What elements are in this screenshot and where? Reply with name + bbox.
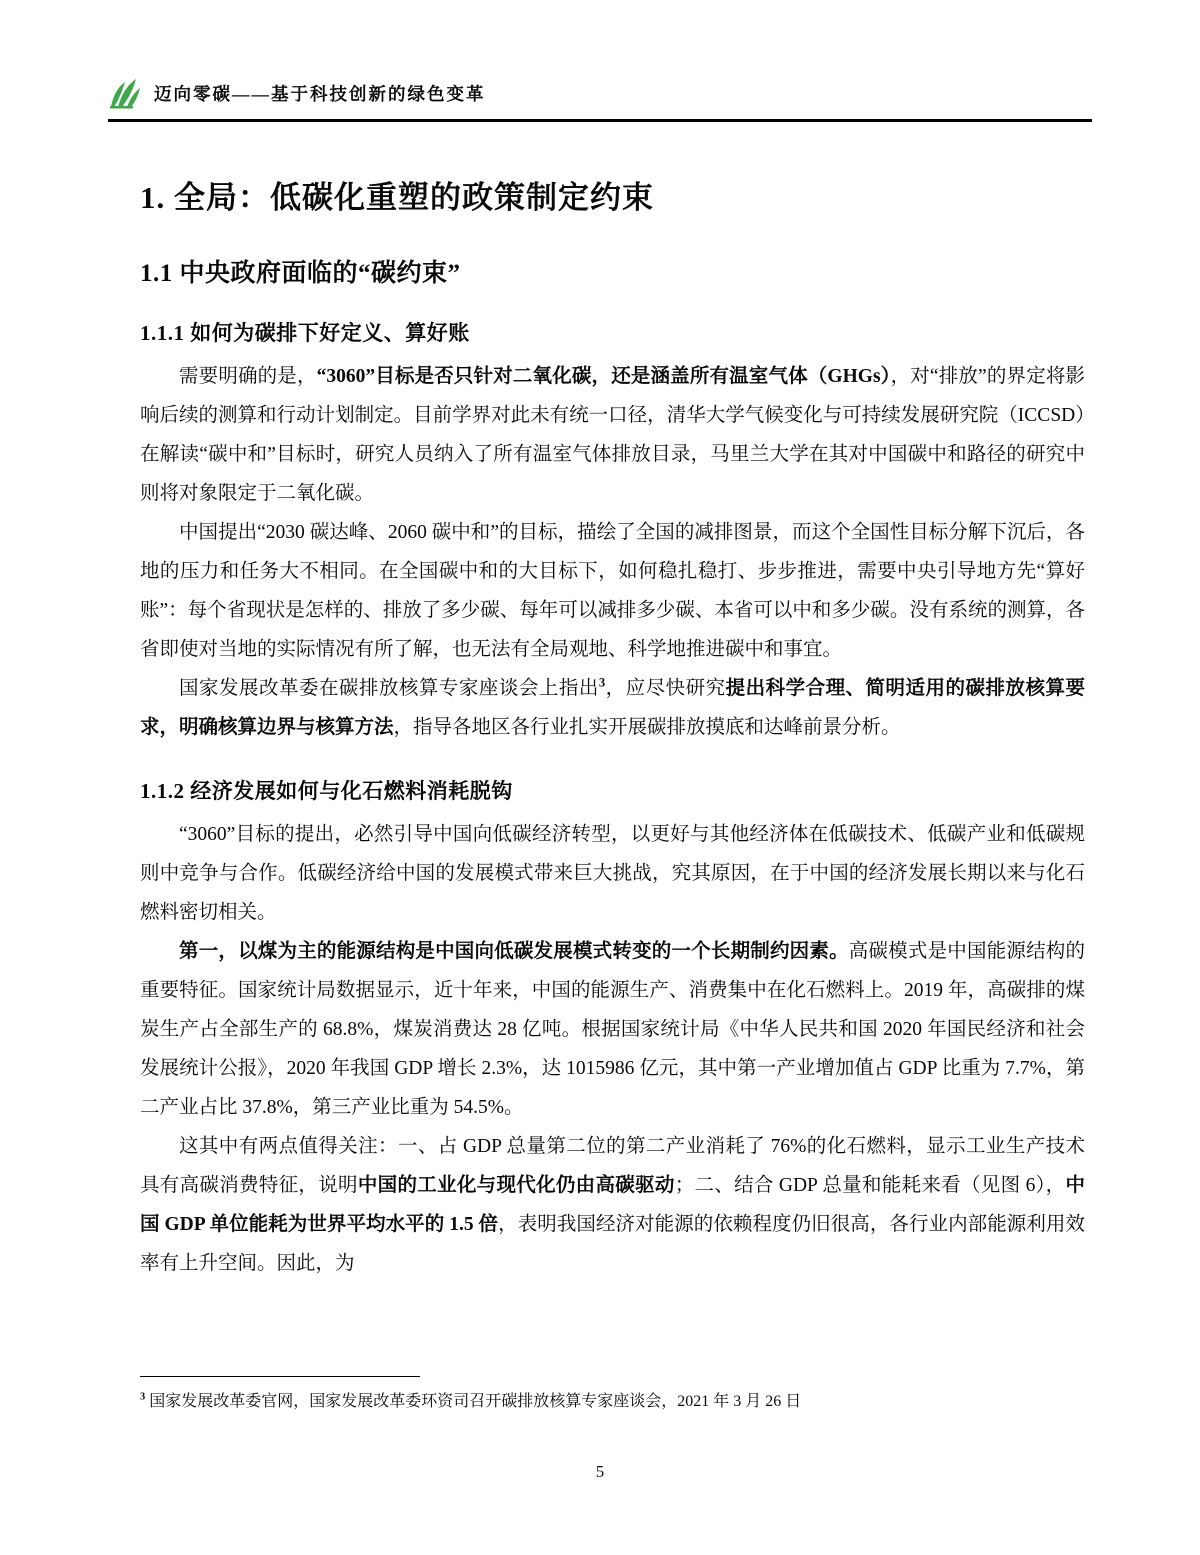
paragraph-1: 需要明确的是，“3060”目标是否只针对二氧化碳，还是涵盖所有温室气体（GHGs），对“排放”的界定将影响后续的测算和行动计划制定。目前学界对此未有统一口径，清华大学气候变化与可持续发展研究院（ICCSD）在解读“碳中和”目标时，研究人员纳入了所有温室气体排放目录，马里兰大学在其对中国碳中和路径的研究中则将对象限定于二氧化碳。 bbox=[140, 366, 1086, 504]
footnote-separator bbox=[140, 1376, 420, 1377]
green-leaf-logo-icon bbox=[108, 76, 142, 110]
footnote-area bbox=[140, 1376, 1085, 1415]
paragraph-2: 中国提出“2030 碳达峰、2060 碳中和”的目标，描绘了全国的减排图景，而这个全国性目标分解下沉后，各地的压力和任务大不相同。在全国碳中和的大目标下，如何稳扎稳打、步步推进，需要中央引导地方先“算好账”：每个省现状是怎样的、排放了多少碳、每年可以减排多少碳、本省可以中和多少碳。没有系统的测算，各省即使对当地的实际情况有所了解，也无法有全局观地、科学地推进碳中和事宜。 bbox=[140, 522, 1085, 660]
document-body bbox=[140, 128, 1085, 1283]
header-title: 迈向零碳——基于科技创新的绿色变革 bbox=[154, 83, 486, 104]
paragraph-3: 国家发展改革委在碳排放核算专家座谈会上指出$^3$，应尽快研究提出科学合理、简明适用的碳排放核算要求，明确核算边界与核算方法，指导各地区各行业扎实开展碳排放摸底和达峰前景分析。 bbox=[140, 675, 1085, 738]
section-title-1-1: 1.1 中央政府面临的“碳约束” bbox=[140, 260, 461, 287]
page-number: 5 bbox=[595, 1462, 605, 1481]
paragraph-4: “3060”目标的提出，必然引导中国向低碳经济转型，以更好与其他经济体在低碳技术、低碳产业和低碳规则中竞争与合作。低碳经济给中国的发展模式带来巨大挑战，究其原因，在于中国的经济发展长期以来与化石燃料密切相关。 bbox=[140, 824, 1085, 923]
subsection-title-1-1-1: 1.1.1 如何为碳排下好定义、算好账 bbox=[140, 321, 470, 345]
footnote-text: $^3$ 国家发展改革委官网，国家发展改革委环资司召开碳排放核算专家座谈会，2021 年 3 月 26 日 bbox=[140, 1391, 802, 1410]
paragraph-6: 这其中有两点值得关注：一、占 GDP 总量第二位的第二产业消耗了 76%的化石燃料，显示工业生产技术具有高碳消费特征，说明中国的工业化与现代化仍由高碳驱动；二、结合 GDP 总量和能耗来看（见图 6），中国 GDP 单位能耗为世界平均水平的 1.5 倍，表明我国经济对能源的依赖程度仍旧很高，各行业内部能源利用效率有上升空间。因此，为 bbox=[140, 1136, 1085, 1274]
paragraph-5: 第一，以煤为主的能源结构是中国向低碳发展模式转变的一个长期制约因素。高碳模式是中国能源结构的重要特征。国家统计局数据显示，近十年来，中国的能源生产、消费集中在化石燃料上。2019 年，高碳排的煤炭生产占全部生产的 68.8%，煤炭消费达 28 亿吨。根据国家统计局《中华人民共和国 2020 年国民经济和社会发展统计公报》，2020 年我国 GDP 增长 2.3%，达 1015986 亿元，其中第一产业增加值占 GDP 比重为 7.7%，第二产业占比 37.8%，第三产业比重为 54.5%。 bbox=[140, 941, 1085, 1118]
chapter-title: 1. 全局：低碳化重塑的政策制定约束 bbox=[140, 180, 654, 215]
page-header bbox=[108, 76, 1092, 122]
subsection-title-1-1-2: 1.1.2 经济发展如何与化石燃料消耗脱钩 bbox=[140, 779, 513, 803]
